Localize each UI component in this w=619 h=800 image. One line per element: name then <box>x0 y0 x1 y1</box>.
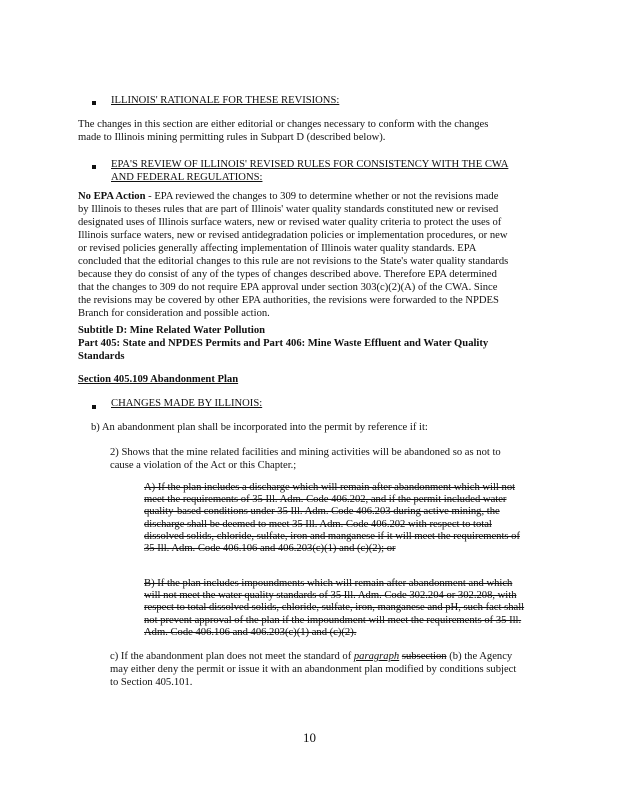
bullet-icon <box>92 405 96 409</box>
text-line: that the changes to 309 do not require EPA approval under section 303(c)(2)(A) of the CWA. Since <box>78 282 498 293</box>
text-line: designated uses of Illinois surface waters, new or revised water quality criteria to protect the uses of <box>78 217 502 228</box>
text-line: quality-based conditions under 35 Ill. Adm. Code 406.203 during active mining, the <box>144 506 500 518</box>
text-line: dissolved solids, chloride, sulfate, iron and manganese if it will meet the requirements of <box>144 530 520 542</box>
text-line: Standards <box>78 351 125 362</box>
review-paragraph <box>78 190 508 320</box>
text-line: the revisions may be covered by other EPA authorities, the revisions were forwarded to the NPDES <box>78 295 499 306</box>
text-line: discharge shall be deemed to meet 35 Ill. Adm. Code 406.202 with respect to total <box>144 518 492 530</box>
text-line: AND FEDERAL REGULATIONS: <box>111 172 263 183</box>
inserted-text: paragraph <box>353 651 400 662</box>
review-heading <box>111 158 508 184</box>
c-lines <box>110 663 516 689</box>
item-a-deleted <box>144 482 520 555</box>
text-line: c) If the abandonment plan does not meet the standard of <box>110 651 354 662</box>
text-line: Subtitle D: Mine Related Water Pollution <box>78 325 266 336</box>
subsection-b: b) An abandonment plan shall be incorporated into the permit by reference if it: <box>91 422 428 433</box>
text-line: (b) the Agency <box>446 651 513 662</box>
rationale-paragraph <box>78 118 488 144</box>
text-line: Illinois surface waters, new or revised antidegradation policies or implementation procedures, or new <box>78 230 508 241</box>
text-line: by Illinois to theses rules that are part of Illinois' water quality standards constituted new or revised <box>78 204 499 215</box>
bullet-icon <box>92 101 96 105</box>
item-b-deleted <box>144 578 524 639</box>
text-line: to Section 405.101. <box>110 677 193 688</box>
text-line: - EPA reviewed the changes to 309 to determine whether or not the revisions made <box>145 191 499 202</box>
changes-heading: CHANGES MADE BY ILLINOIS: <box>111 398 263 409</box>
text-line: meet the requirements of 35 Ill. Adm. Code 406.202, and if the permit included water <box>144 494 507 506</box>
page-number: 10 <box>303 730 316 745</box>
review-lines <box>78 203 508 320</box>
text-line: The changes in this section are either editorial or changes necessary to conform with the changes <box>78 119 489 130</box>
no-epa-action-label: No EPA Action <box>78 191 146 202</box>
section-heading: Section 405.109 Abandonment Plan <box>78 374 239 385</box>
deleted-text: subsection <box>401 651 447 662</box>
text-line: respect to total dissolved solids, chloride, sulfate, iron, manganese and pH, such fact shall <box>144 602 525 614</box>
bullet-icon <box>92 165 96 169</box>
text-line: Branch for consideration and possible action. <box>78 308 270 319</box>
text-line: Part 405: State and NPDES Permits and Part 406: Mine Waste Effluent and Water Quality <box>78 338 489 349</box>
text-line: because they do consist of any of the types of changes described above. Therefore EPA determined <box>78 269 497 280</box>
text-line: 35 Ill. Adm. Code 406.106 and 406.203(c)(1) and (c)(2); or <box>144 542 396 554</box>
text-line: B) If the plan includes impoundments which will remain after abandonment and which <box>144 578 513 589</box>
text-line: Adm. Code 406.106 and 406.203(c)(1) and (c)(2). <box>144 626 357 638</box>
text-line: made to Illinois mining permitting rules in Subpart D (described below). <box>78 132 386 143</box>
text-line: not prevent approval of the plan if the impoundment will meet the requirements of 35 Ill. <box>144 614 522 626</box>
rationale-heading: ILLINOIS' RATIONALE FOR THESE REVISIONS: <box>111 95 340 106</box>
subtitle-heading <box>78 324 488 363</box>
text-line: 2) Shows that the mine related facilities and mining activities will be abandoned so as not to <box>110 447 501 458</box>
text-line: will not meet the water quality standards of 35 Ill. Adm. Code 302.204 or 302.208, with <box>144 590 517 602</box>
subsection-c <box>110 650 516 689</box>
text-line: cause a violation of the Act or this Chapter.; <box>110 460 297 471</box>
item-2 <box>110 446 501 472</box>
text-line: EPA'S REVIEW OF ILLINOIS' REVISED RULES FOR CONSISTENCY WITH THE CWA <box>111 159 509 170</box>
text-line: A) If the plan includes a discharge which will remain after abandonment which will not <box>144 482 516 493</box>
text-line: or revised policies generally affecting implementation of Illinois water quality standards. EPA <box>78 243 477 254</box>
text-line: may either deny the permit or issue it with an abandonment plan modified by conditions subject <box>110 664 517 675</box>
text-line: concluded that the editorial changes to this rule are not revisions to the State's water quality standards <box>78 256 509 267</box>
